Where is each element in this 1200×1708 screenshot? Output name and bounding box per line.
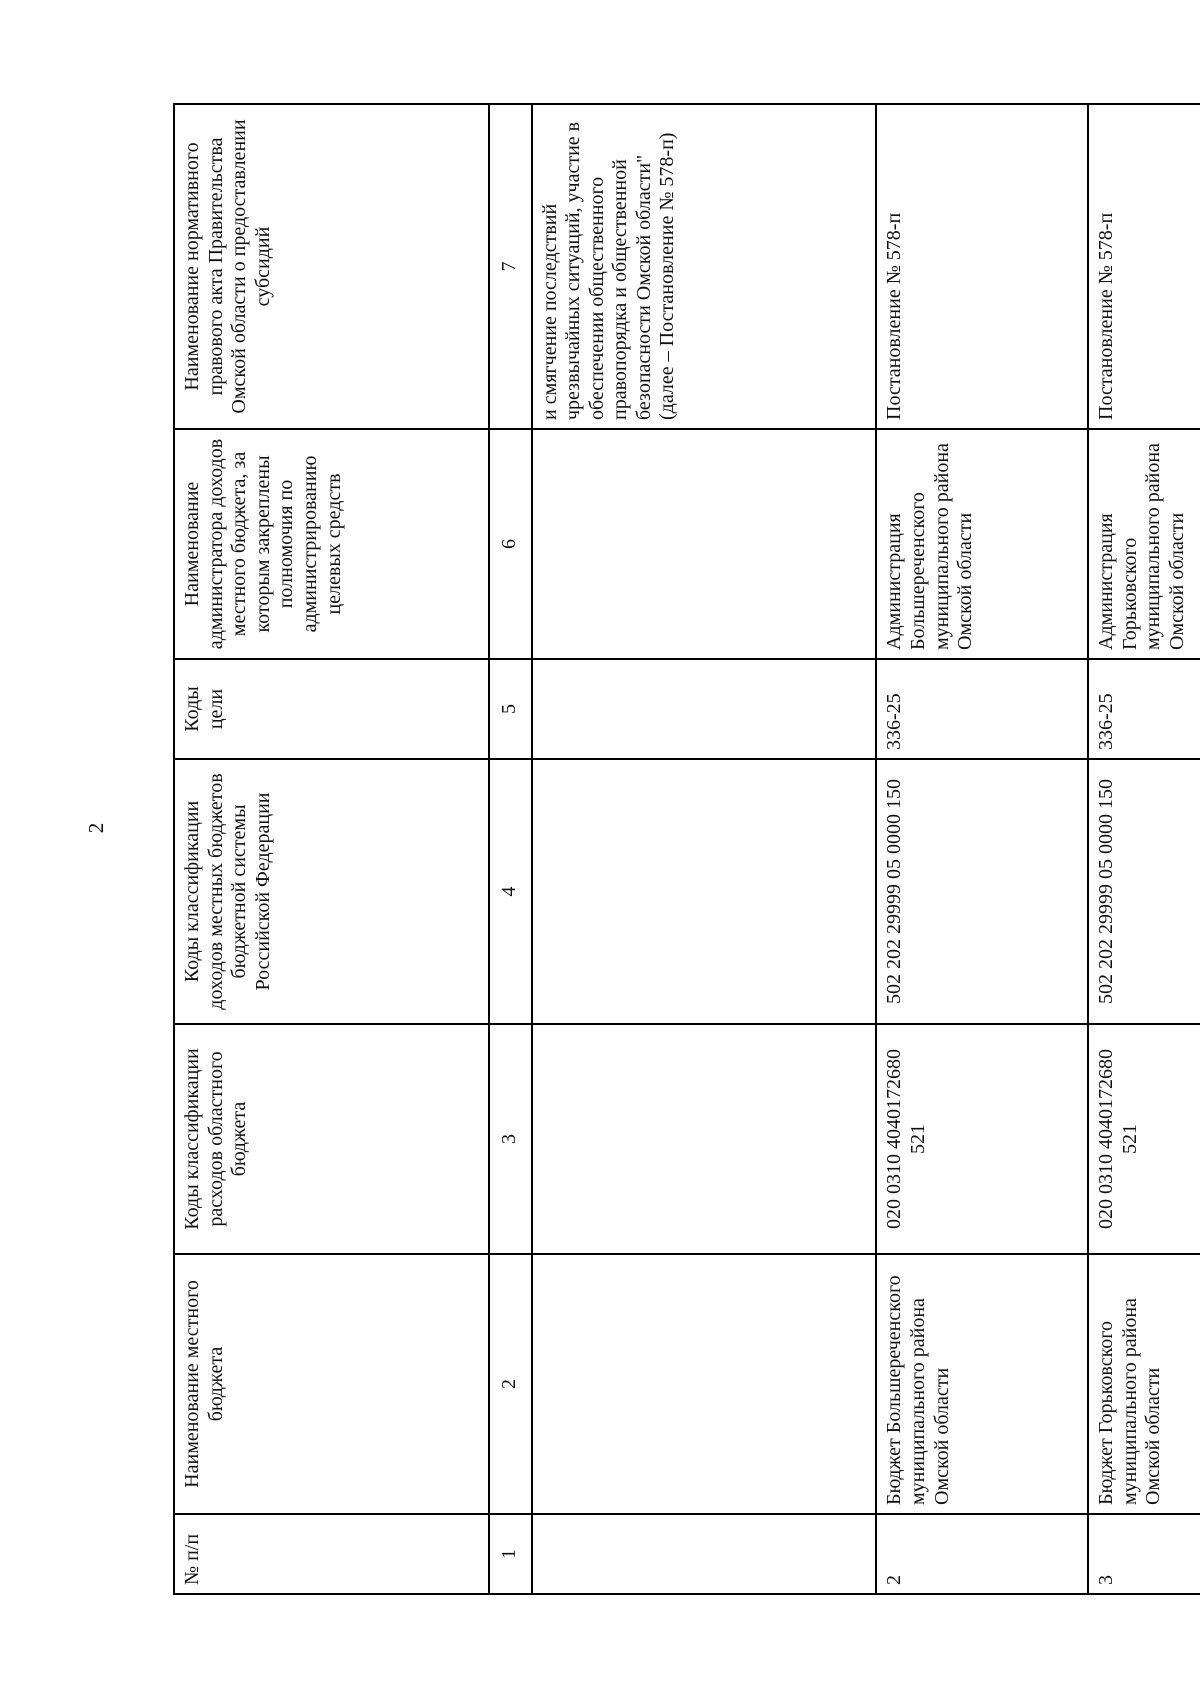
cell-purpose-code: 336-25	[1088, 659, 1200, 759]
cell-administrator	[532, 429, 877, 659]
column-number: 2	[489, 1254, 532, 1514]
column-number: 3	[489, 1024, 532, 1254]
cell-no	[532, 1514, 877, 1594]
header-expense-code: Коды классификации расходов областного бюджета	[174, 1024, 489, 1254]
subsidy-table	[173, 103, 1200, 1595]
subsidy-table-wrapper	[173, 105, 1200, 1595]
cell-no: 3	[1088, 1514, 1200, 1594]
cell-expense-code: 020 0310 4040172680 521	[1088, 1024, 1200, 1254]
header-budget: Наименование местного бюджета	[174, 1254, 489, 1514]
header-row	[174, 104, 489, 1594]
header-purpose-code: Коды цели	[174, 659, 489, 759]
page-number: 2	[84, 822, 108, 834]
cell-expense-code	[532, 1024, 877, 1254]
cell-administrator: Администрация Большереченского муниципального района Омской области	[876, 429, 1088, 659]
column-number: 5	[489, 659, 532, 759]
cell-income-code	[532, 759, 877, 1024]
cell-expense-code: 020 0310 4040172680 521	[876, 1024, 1088, 1254]
table-row	[876, 104, 1088, 1594]
column-number: 6	[489, 429, 532, 659]
cell-act: Постановление № 578-п	[1088, 104, 1200, 429]
column-number: 7	[489, 104, 532, 429]
column-number-row	[489, 104, 532, 1594]
column-number: 1	[489, 1514, 532, 1594]
cell-act: и смягчение последствий чрезвычайных ситуаций, участие в обеспечении общественного правопорядка и общественной безопасности Омской области" (далее – Постановление № 578-п)	[532, 104, 877, 429]
cell-budget	[532, 1254, 877, 1514]
header-income-code: Коды классификации доходов местных бюджетов бюджетной системы Российской Федерации	[174, 759, 489, 1024]
header-no: № п/п	[174, 1514, 489, 1594]
cell-administrator: Администрация Горьковского муниципального района Омской области	[1088, 429, 1200, 659]
table-row	[1088, 104, 1200, 1594]
cell-purpose-code	[532, 659, 877, 759]
cell-budget: Бюджет Большереченского муниципального района Омской области	[876, 1254, 1088, 1514]
table-row	[532, 104, 877, 1594]
cell-budget: Бюджет Горьковского муниципального района Омской области	[1088, 1254, 1200, 1514]
header-administrator: Наименование администратора доходов местного бюджета, за которым закреплены полномочия по администрированию целевых средств	[174, 429, 489, 659]
cell-purpose-code: 336-25	[876, 659, 1088, 759]
column-number: 4	[489, 759, 532, 1024]
cell-income-code: 502 202 29999 05 0000 150	[1088, 759, 1200, 1024]
cell-income-code: 502 202 29999 05 0000 150	[876, 759, 1088, 1024]
header-act: Наименование нормативного правового акта Правительства Омской области о предоставлении субсидий	[174, 104, 489, 429]
cell-act: Постановление № 578-п	[876, 104, 1088, 429]
cell-no: 2	[876, 1514, 1088, 1594]
